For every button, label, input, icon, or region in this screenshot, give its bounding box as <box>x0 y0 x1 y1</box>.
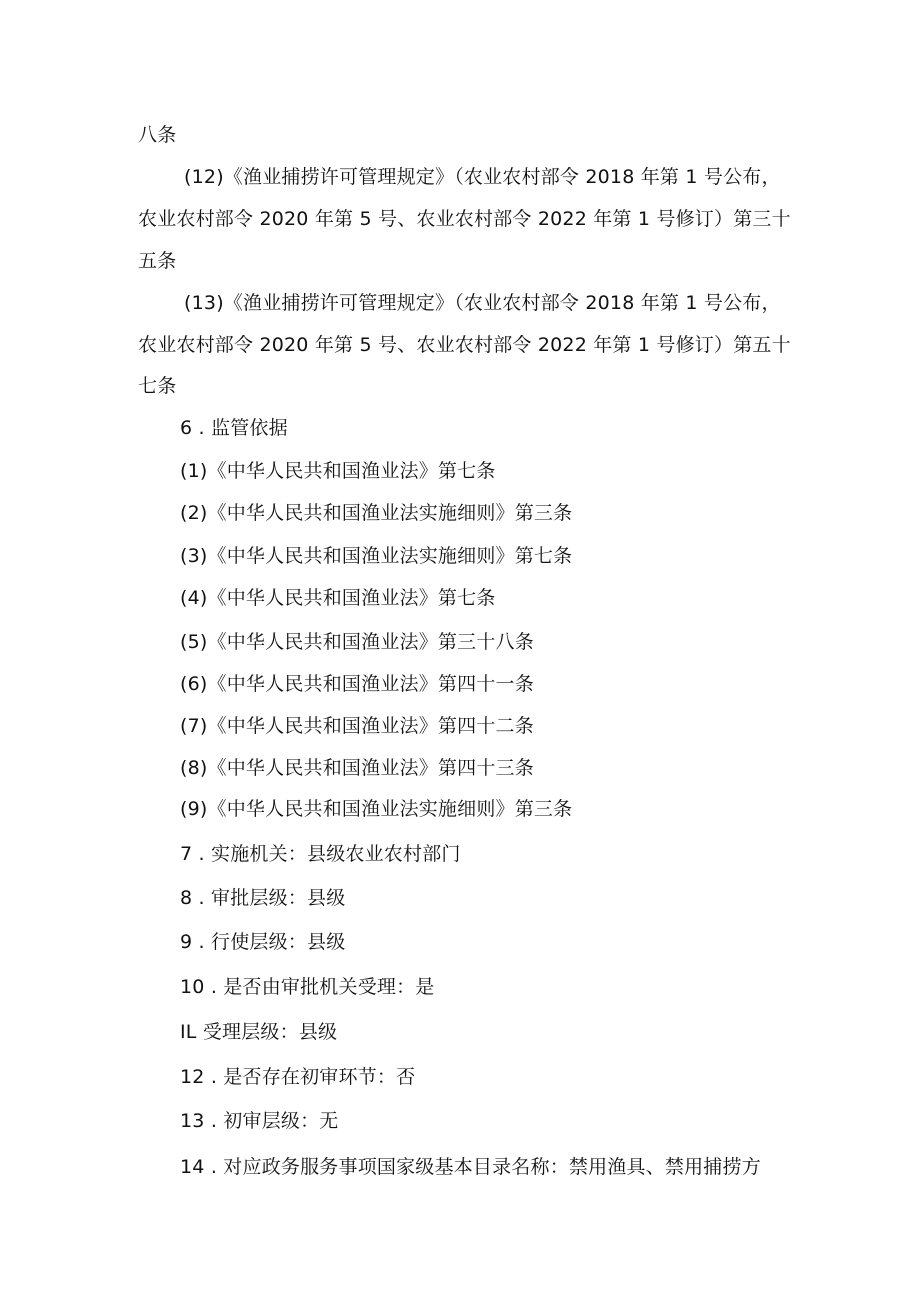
section-heading: 9 . 行使层级：县级 <box>180 931 346 953</box>
section-heading: 8 . 审批层级：县级 <box>180 887 346 909</box>
section-heading: 13 . 初审层级：无 <box>180 1110 339 1132</box>
section-heading: IL 受理层级：县级 <box>180 1021 338 1043</box>
text-line: (12)《渔业捕捞许可管理规定》（农业农村部令 2018 年第 1 号公布， <box>184 166 781 188</box>
section-heading: 10 . 是否由审批机关受理：是 <box>180 976 435 998</box>
list-item: (9)《中华人民共和国渔业法实施细则》第三条 <box>180 798 573 820</box>
list-item: (7)《中华人民共和国渔业法》第四十二条 <box>180 715 534 737</box>
text-line: 农业农村部令 2020 年第 5 号、农业农村部令 2022 年第 1 号修订）第五十 <box>138 334 791 356</box>
list-item: (4)《中华人民共和国渔业法》第七条 <box>180 587 496 609</box>
text-line: (13)《渔业捕捞许可管理规定》（农业农村部令 2018 年第 1 号公布， <box>184 292 781 314</box>
list-item: (2)《中华人民共和国渔业法实施细则》第三条 <box>180 502 573 524</box>
list-item: (8)《中华人民共和国渔业法》第四十三条 <box>180 757 534 779</box>
list-item: (1)《中华人民共和国渔业法》第七条 <box>180 460 496 482</box>
section-heading: 12 . 是否存在初审环节：否 <box>180 1066 416 1088</box>
section-heading: 7 . 实施机关：县级农业农村部门 <box>180 843 461 865</box>
list-item: (6)《中华人民共和国渔业法》第四十一条 <box>180 673 534 695</box>
list-item: (3)《中华人民共和国渔业法实施细则》第七条 <box>180 545 573 567</box>
text-line: 七条 <box>138 375 177 397</box>
list-item: (5)《中华人民共和国渔业法》第三十八条 <box>180 631 534 653</box>
section-heading: 14 . 对应政务服务事项国家级基本目录名称：禁用渔具、禁用捕捞方 <box>180 1156 761 1178</box>
section-heading: 6 . 监管依据 <box>180 417 288 439</box>
text-line: 八条 <box>138 124 177 146</box>
text-line: 五条 <box>138 250 177 272</box>
text-line: 农业农村部令 2020 年第 5 号、农业农村部令 2022 年第 1 号修订）第三十 <box>138 208 791 230</box>
